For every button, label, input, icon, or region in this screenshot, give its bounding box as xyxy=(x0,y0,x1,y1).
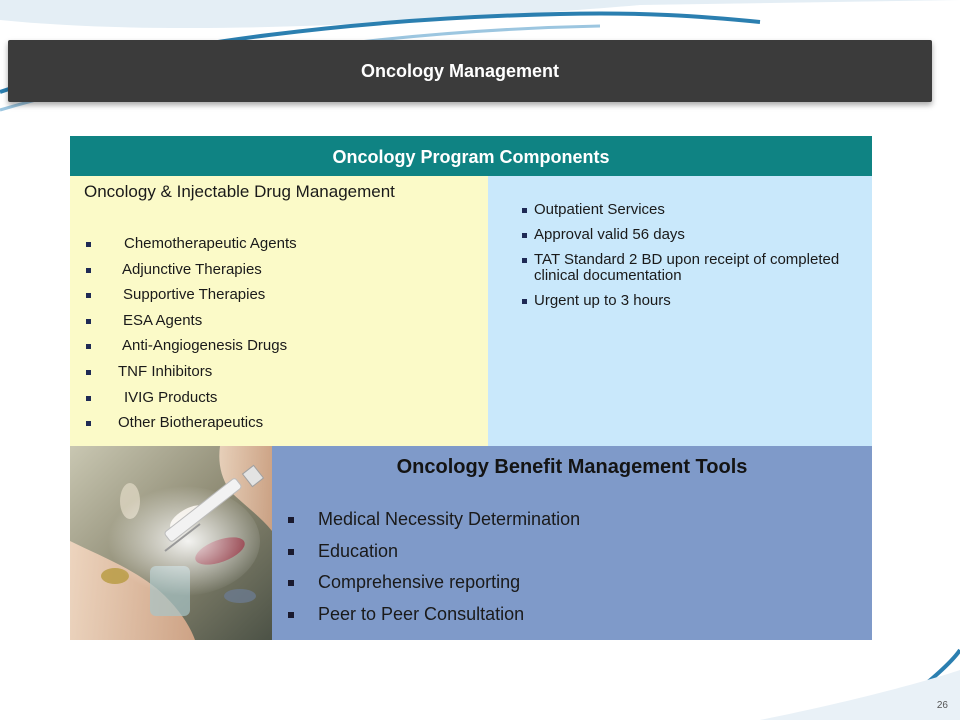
list-item: Supportive Therapies xyxy=(70,282,488,308)
list-item: Adjunctive Therapies xyxy=(70,257,488,283)
bullet-icon xyxy=(86,396,91,401)
bullet-icon xyxy=(522,233,527,238)
photo-illustration xyxy=(70,446,272,640)
benefit-tools-list xyxy=(288,504,580,630)
list-item: TNF Inhibitors xyxy=(70,359,488,385)
bullet-icon xyxy=(86,370,91,375)
list-item: Peer to Peer Consultation xyxy=(288,599,580,631)
slide-number: 26 xyxy=(936,700,948,711)
bullet-icon xyxy=(522,208,527,213)
drug-management-heading: Oncology & Injectable Drug Management xyxy=(84,182,395,201)
benefit-tools-panel xyxy=(272,446,872,640)
drug-management-list xyxy=(70,231,488,436)
bullet-icon xyxy=(522,299,527,304)
list-item: Other Biotherapeutics xyxy=(70,410,488,436)
bullet-icon xyxy=(86,421,91,426)
page-title-wrapper xyxy=(0,40,940,102)
bullet-icon xyxy=(288,580,294,586)
bullet-icon xyxy=(288,612,294,618)
list-item: Outpatient Services xyxy=(522,202,852,218)
list-item: IVIG Products xyxy=(70,385,488,411)
bullet-icon xyxy=(288,517,294,523)
list-item: ESA Agents xyxy=(70,308,488,334)
program-components-header: Oncology Program Components xyxy=(70,136,872,176)
bullet-icon xyxy=(86,344,91,349)
list-item: Urgent up to 3 hours xyxy=(522,293,852,309)
bullet-icon xyxy=(522,258,527,263)
list-item: Education xyxy=(288,536,580,568)
bullet-icon xyxy=(288,549,294,555)
bullet-icon xyxy=(86,293,91,298)
page-title: Oncology Management xyxy=(360,61,560,81)
list-item: Approval valid 56 days xyxy=(522,227,852,243)
bullet-icon xyxy=(86,242,91,247)
services-panel xyxy=(488,176,872,446)
services-list xyxy=(522,202,852,318)
bullet-icon xyxy=(86,319,91,324)
list-item: TAT Standard 2 BD upon receipt of completed clinical documentation xyxy=(522,252,852,284)
list-item: Medical Necessity Determination xyxy=(288,504,580,536)
bullet-icon xyxy=(86,268,91,273)
syringe-and-pills-photo xyxy=(70,446,272,640)
benefit-tools-heading: Oncology Benefit Management Tools xyxy=(396,456,748,478)
list-item: Chemotherapeutic Agents xyxy=(70,231,488,257)
list-item: Anti-Angiogenesis Drugs xyxy=(70,333,488,359)
drug-management-panel xyxy=(70,176,488,446)
list-item: Comprehensive reporting xyxy=(288,567,580,599)
